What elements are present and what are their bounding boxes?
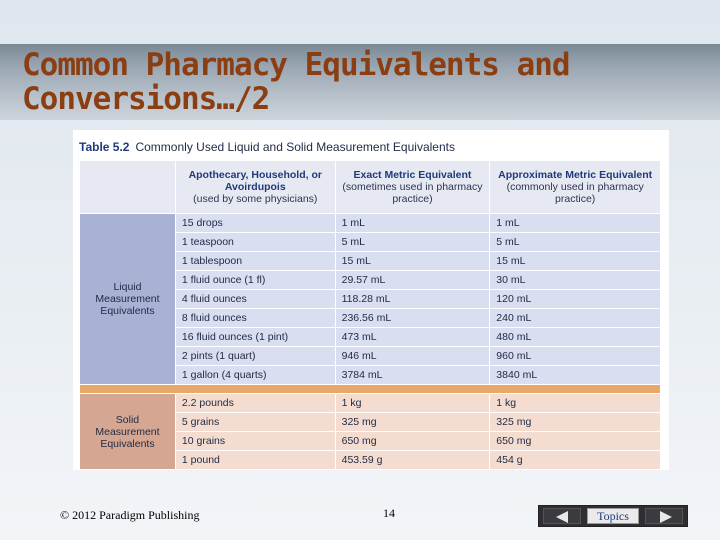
table-cell: 29.57 mL <box>335 271 490 290</box>
table-cell: 1 kg <box>490 394 661 413</box>
table-cell: 236.56 mL <box>335 309 490 328</box>
table-cell: 2 pints (1 quart) <box>175 347 335 366</box>
table-cell: 30 mL <box>490 271 661 290</box>
header-exact <box>335 161 490 214</box>
table-cell: 3840 mL <box>490 366 661 385</box>
table-number: Table 5.2 <box>79 140 130 154</box>
table-cell: 10 grains <box>175 432 335 451</box>
table-cell: 16 fluid ounces (1 pint) <box>175 328 335 347</box>
table-cell: 118.28 mL <box>335 290 490 309</box>
table-cell: 15 mL <box>490 252 661 271</box>
table-cell: 5 mL <box>335 233 490 252</box>
table-cell: 453.59 g <box>335 451 490 470</box>
triangle-right-icon <box>660 511 672 523</box>
slide-title-line-2: Conversions…/2 <box>22 81 270 117</box>
table-cell: 473 mL <box>335 328 490 347</box>
table-cell: 946 mL <box>335 347 490 366</box>
table-cell: 240 mL <box>490 309 661 328</box>
liquid-category-label: Liquid Measurement Equivalents <box>80 214 176 385</box>
triangle-left-icon <box>556 511 568 523</box>
table-cell: 5 grains <box>175 413 335 432</box>
table-cell: 120 mL <box>490 290 661 309</box>
table-cell: 325 mg <box>335 413 490 432</box>
topics-button[interactable]: Topics <box>587 508 639 524</box>
table-cell: 650 mg <box>335 432 490 451</box>
solid-category-label: Solid Measurement Equivalents <box>80 394 176 470</box>
table-cell: 1 mL <box>335 214 490 233</box>
table-caption-text: Commonly Used Liquid and Solid Measurement Equivalents <box>135 140 455 154</box>
table-cell: 1 pound <box>175 451 335 470</box>
table-cell: 1 teaspoon <box>175 233 335 252</box>
header-blank-cell <box>80 161 176 214</box>
equivalents-table <box>79 160 661 470</box>
section-separator <box>80 385 661 394</box>
table-cell: 15 drops <box>175 214 335 233</box>
table-cell: 4 fluid ounces <box>175 290 335 309</box>
header-exact-main: Exact Metric Equivalent <box>353 169 472 181</box>
table-cell: 480 mL <box>490 328 661 347</box>
table-cell: 1 fluid ounce (1 fl) <box>175 271 335 290</box>
table-cell: 454 g <box>490 451 661 470</box>
table-cell: 5 mL <box>490 233 661 252</box>
slide-title <box>22 48 712 116</box>
header-row <box>80 161 661 214</box>
header-apothecary-main: Apothecary, Household, or Avoirdupois <box>188 169 322 193</box>
header-apothecary-sub: (used by some physicians) <box>193 193 318 205</box>
table-cell: 1 gallon (4 quarts) <box>175 366 335 385</box>
slide-title-line-1: Common Pharmacy Equivalents and <box>22 47 570 83</box>
table-cell: 1 kg <box>335 394 490 413</box>
slide-navigation <box>538 505 688 527</box>
table-cell: 3784 mL <box>335 366 490 385</box>
table-caption <box>79 140 455 154</box>
table-panel <box>73 130 669 470</box>
table-cell: 1 mL <box>490 214 661 233</box>
previous-slide-button[interactable] <box>543 508 581 524</box>
table-cell: 960 mL <box>490 347 661 366</box>
copyright-text: © 2012 Paradigm Publishing <box>60 508 200 522</box>
table-cell: 8 fluid ounces <box>175 309 335 328</box>
header-exact-sub: (sometimes used in pharmacy practice) <box>342 181 483 205</box>
table-cell: 325 mg <box>490 413 661 432</box>
page-number: 14 <box>383 506 395 520</box>
next-slide-button[interactable] <box>645 508 683 524</box>
table-cell: 1 tablespoon <box>175 252 335 271</box>
header-approximate <box>490 161 661 214</box>
table-row <box>80 214 661 233</box>
header-approximate-main: Approximate Metric Equivalent <box>498 169 653 181</box>
table-cell: 15 mL <box>335 252 490 271</box>
header-approximate-sub: (commonly used in pharmacy practice) <box>506 181 644 205</box>
table-row <box>80 394 661 413</box>
table-cell: 650 mg <box>490 432 661 451</box>
table-cell: 2.2 pounds <box>175 394 335 413</box>
header-apothecary <box>175 161 335 214</box>
